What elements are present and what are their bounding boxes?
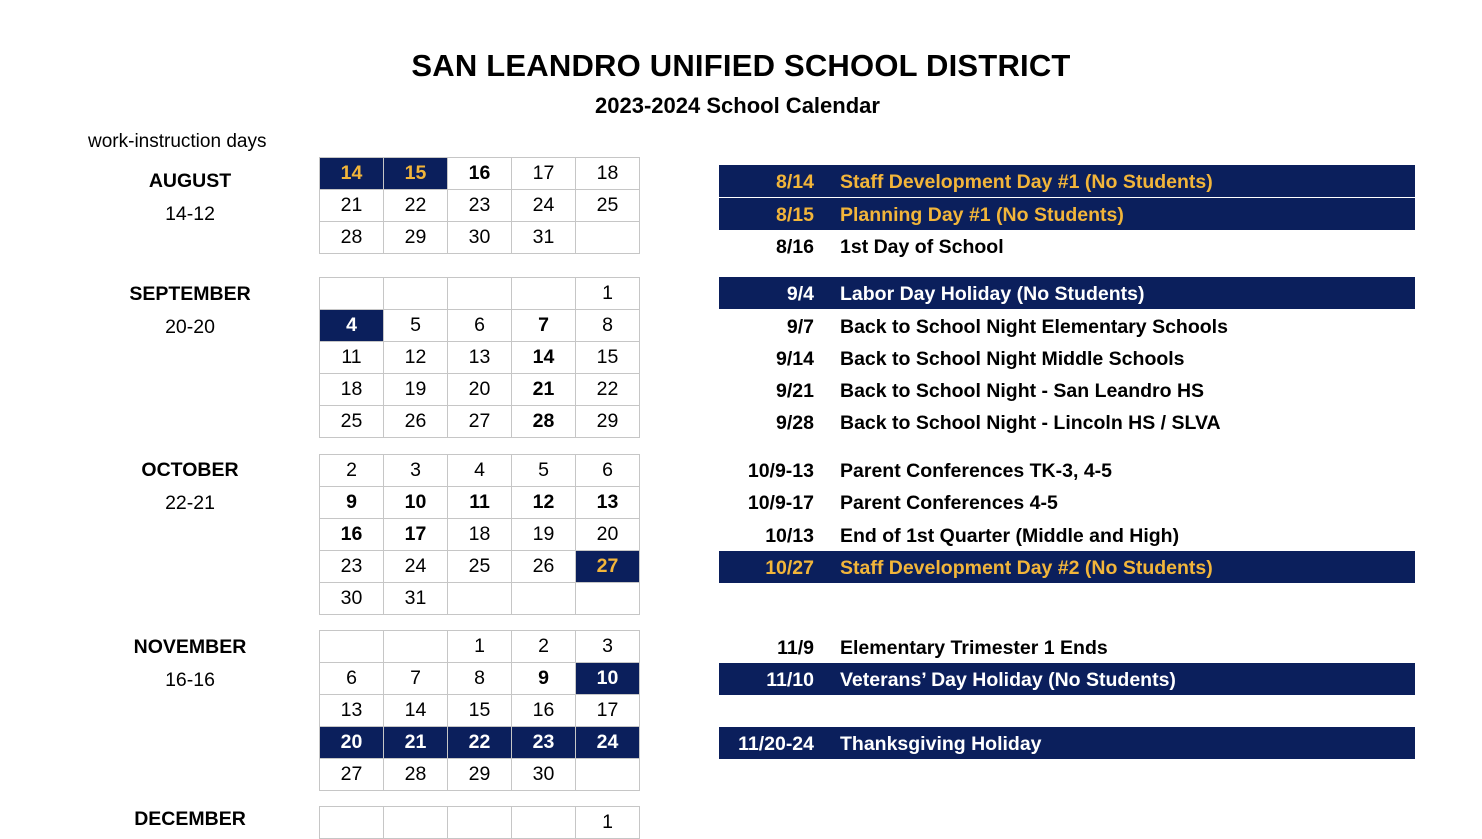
day-cell: 24 [384, 551, 448, 583]
event-row [719, 198, 1415, 230]
day-cell: 1 [576, 807, 640, 839]
event-date: 11/9 [777, 637, 814, 659]
event-date: 9/7 [786, 316, 814, 338]
day-cell: 4 [320, 310, 384, 342]
event-text: Elementary Trimester 1 Ends [840, 637, 1108, 659]
day-cell: 20 [448, 374, 512, 406]
day-cell: 13 [576, 487, 640, 519]
event-text: Back to School Night - Lincoln HS / SLVA [840, 412, 1221, 434]
day-cell: 14 [384, 695, 448, 727]
day-cell: 9 [320, 487, 384, 519]
event-row [719, 230, 1415, 262]
page-title: SAN LEANDRO UNIFIED SCHOOL DISTRICT [411, 48, 1071, 83]
calendar-november [319, 630, 640, 791]
day-cell: 13 [448, 342, 512, 374]
month-name-october: OCTOBER [141, 459, 239, 481]
day-cell: 7 [384, 663, 448, 695]
event-date: 10/9-17 [747, 492, 814, 514]
day-cell [320, 631, 384, 663]
event-text: Veterans’ Day Holiday (No Students) [840, 669, 1176, 691]
event-date: 9/28 [776, 412, 814, 434]
event-row [719, 486, 1415, 518]
event-row [719, 342, 1415, 374]
day-cell: 27 [576, 551, 640, 583]
event-text: Staff Development Day #2 (No Students) [840, 557, 1213, 579]
day-cell: 28 [384, 759, 448, 791]
day-cell: 15 [448, 695, 512, 727]
day-cell: 17 [384, 519, 448, 551]
day-cell [512, 807, 576, 839]
event-row [719, 727, 1415, 759]
event-date: 8/16 [776, 236, 814, 258]
day-cell: 22 [576, 374, 640, 406]
day-cell [384, 278, 448, 310]
day-cell: 5 [512, 455, 576, 487]
event-row [719, 374, 1415, 406]
day-cell: 8 [576, 310, 640, 342]
day-cell: 8 [448, 663, 512, 695]
day-cell: 19 [384, 374, 448, 406]
month-name-november: NOVEMBER [133, 636, 247, 658]
day-cell: 12 [384, 342, 448, 374]
day-cell [448, 807, 512, 839]
day-cell: 27 [320, 759, 384, 791]
day-cell: 16 [512, 695, 576, 727]
day-cell [320, 278, 384, 310]
day-cell: 18 [320, 374, 384, 406]
event-row [719, 406, 1415, 438]
event-text: Thanksgiving Holiday [840, 733, 1042, 755]
day-cell: 28 [320, 222, 384, 254]
calendar-august [319, 157, 640, 254]
event-row [719, 310, 1415, 342]
month-name-december: DECEMBER [134, 808, 246, 830]
day-cell: 1 [576, 278, 640, 310]
event-text: Back to School Night - San Leandro HS [840, 380, 1205, 402]
day-cell: 15 [576, 342, 640, 374]
day-cell: 25 [576, 190, 640, 222]
day-cell: 30 [448, 222, 512, 254]
day-cell: 7 [512, 310, 576, 342]
day-cell: 17 [512, 158, 576, 190]
day-cell: 2 [320, 455, 384, 487]
day-cell: 22 [384, 190, 448, 222]
day-cell [576, 759, 640, 791]
event-date: 10/9-13 [747, 460, 814, 482]
event-date: 8/14 [776, 171, 814, 193]
day-cell: 27 [448, 406, 512, 438]
day-cell: 26 [512, 551, 576, 583]
day-cell: 12 [512, 487, 576, 519]
page-subtitle: 2023-2024 School Calendar [595, 93, 880, 118]
day-cell [576, 222, 640, 254]
day-cell: 30 [512, 759, 576, 791]
month-count-september: 20-20 [165, 316, 215, 338]
day-cell: 14 [512, 342, 576, 374]
day-cell: 5 [384, 310, 448, 342]
day-cell: 9 [512, 663, 576, 695]
day-cell: 6 [576, 455, 640, 487]
event-date: 11/20-24 [738, 733, 814, 755]
work-instruction-label: work-instruction days [88, 131, 267, 152]
day-cell: 20 [576, 519, 640, 551]
event-row [719, 165, 1415, 197]
event-row [719, 631, 1415, 663]
day-cell: 11 [448, 487, 512, 519]
day-cell [512, 278, 576, 310]
day-cell: 25 [448, 551, 512, 583]
day-cell: 17 [576, 695, 640, 727]
day-cell: 23 [320, 551, 384, 583]
day-cell: 26 [384, 406, 448, 438]
day-cell: 29 [448, 759, 512, 791]
day-cell: 14 [320, 158, 384, 190]
day-cell: 10 [576, 663, 640, 695]
day-cell [576, 583, 640, 615]
day-cell: 31 [512, 222, 576, 254]
event-text: Staff Development Day #1 (No Students) [840, 171, 1213, 193]
day-cell: 3 [576, 631, 640, 663]
event-text: Planning Day #1 (No Students) [840, 204, 1124, 226]
day-cell: 1 [448, 631, 512, 663]
month-count-august: 14-12 [165, 203, 215, 225]
month-count-november: 16-16 [165, 669, 215, 691]
day-cell [384, 807, 448, 839]
day-cell: 2 [512, 631, 576, 663]
event-text: Back to School Night Elementary Schools [840, 316, 1228, 338]
event-row [719, 519, 1415, 551]
day-cell [448, 278, 512, 310]
day-cell [448, 583, 512, 615]
event-date: 11/10 [766, 669, 814, 691]
day-cell: 24 [512, 190, 576, 222]
day-cell: 21 [384, 727, 448, 759]
event-date: 10/13 [765, 525, 814, 547]
calendar-october [319, 454, 640, 615]
day-cell: 15 [384, 158, 448, 190]
day-cell: 18 [576, 158, 640, 190]
day-cell: 6 [448, 310, 512, 342]
event-date: 9/4 [786, 283, 814, 305]
month-name-august: AUGUST [148, 170, 232, 192]
event-row [719, 277, 1415, 309]
event-text: Back to School Night Middle Schools [840, 348, 1185, 370]
day-cell: 18 [448, 519, 512, 551]
day-cell: 3 [384, 455, 448, 487]
day-cell: 28 [512, 406, 576, 438]
day-cell: 21 [512, 374, 576, 406]
day-cell: 11 [320, 342, 384, 374]
day-cell: 19 [512, 519, 576, 551]
day-cell: 31 [384, 583, 448, 615]
day-cell: 30 [320, 583, 384, 615]
day-cell: 25 [320, 406, 384, 438]
event-row [719, 551, 1415, 583]
month-count-october: 22-21 [165, 492, 215, 514]
day-cell: 21 [320, 190, 384, 222]
event-text: 1st Day of School [840, 236, 1004, 258]
day-cell: 24 [576, 727, 640, 759]
day-cell [384, 631, 448, 663]
event-text: End of 1st Quarter (Middle and High) [840, 525, 1180, 547]
day-cell: 29 [384, 222, 448, 254]
event-date: 8/15 [776, 204, 814, 226]
day-cell: 16 [448, 158, 512, 190]
event-row [719, 454, 1415, 486]
day-cell: 22 [448, 727, 512, 759]
event-date: 10/27 [765, 557, 814, 579]
event-text: Labor Day Holiday (No Students) [840, 283, 1145, 305]
day-cell [320, 807, 384, 839]
day-cell: 13 [320, 695, 384, 727]
event-date: 9/21 [776, 380, 814, 402]
event-text: Parent Conferences TK-3, 4-5 [840, 460, 1113, 482]
day-cell: 23 [448, 190, 512, 222]
calendar-december [319, 806, 640, 839]
day-cell [512, 583, 576, 615]
day-cell: 6 [320, 663, 384, 695]
event-date: 9/14 [776, 348, 814, 370]
calendar-september [319, 277, 640, 438]
day-cell: 29 [576, 406, 640, 438]
day-cell: 23 [512, 727, 576, 759]
day-cell: 16 [320, 519, 384, 551]
day-cell: 10 [384, 487, 448, 519]
month-name-september: SEPTEMBER [129, 283, 251, 305]
event-row [719, 663, 1415, 695]
day-cell: 4 [448, 455, 512, 487]
day-cell: 20 [320, 727, 384, 759]
event-text: Parent Conferences 4-5 [840, 492, 1058, 514]
